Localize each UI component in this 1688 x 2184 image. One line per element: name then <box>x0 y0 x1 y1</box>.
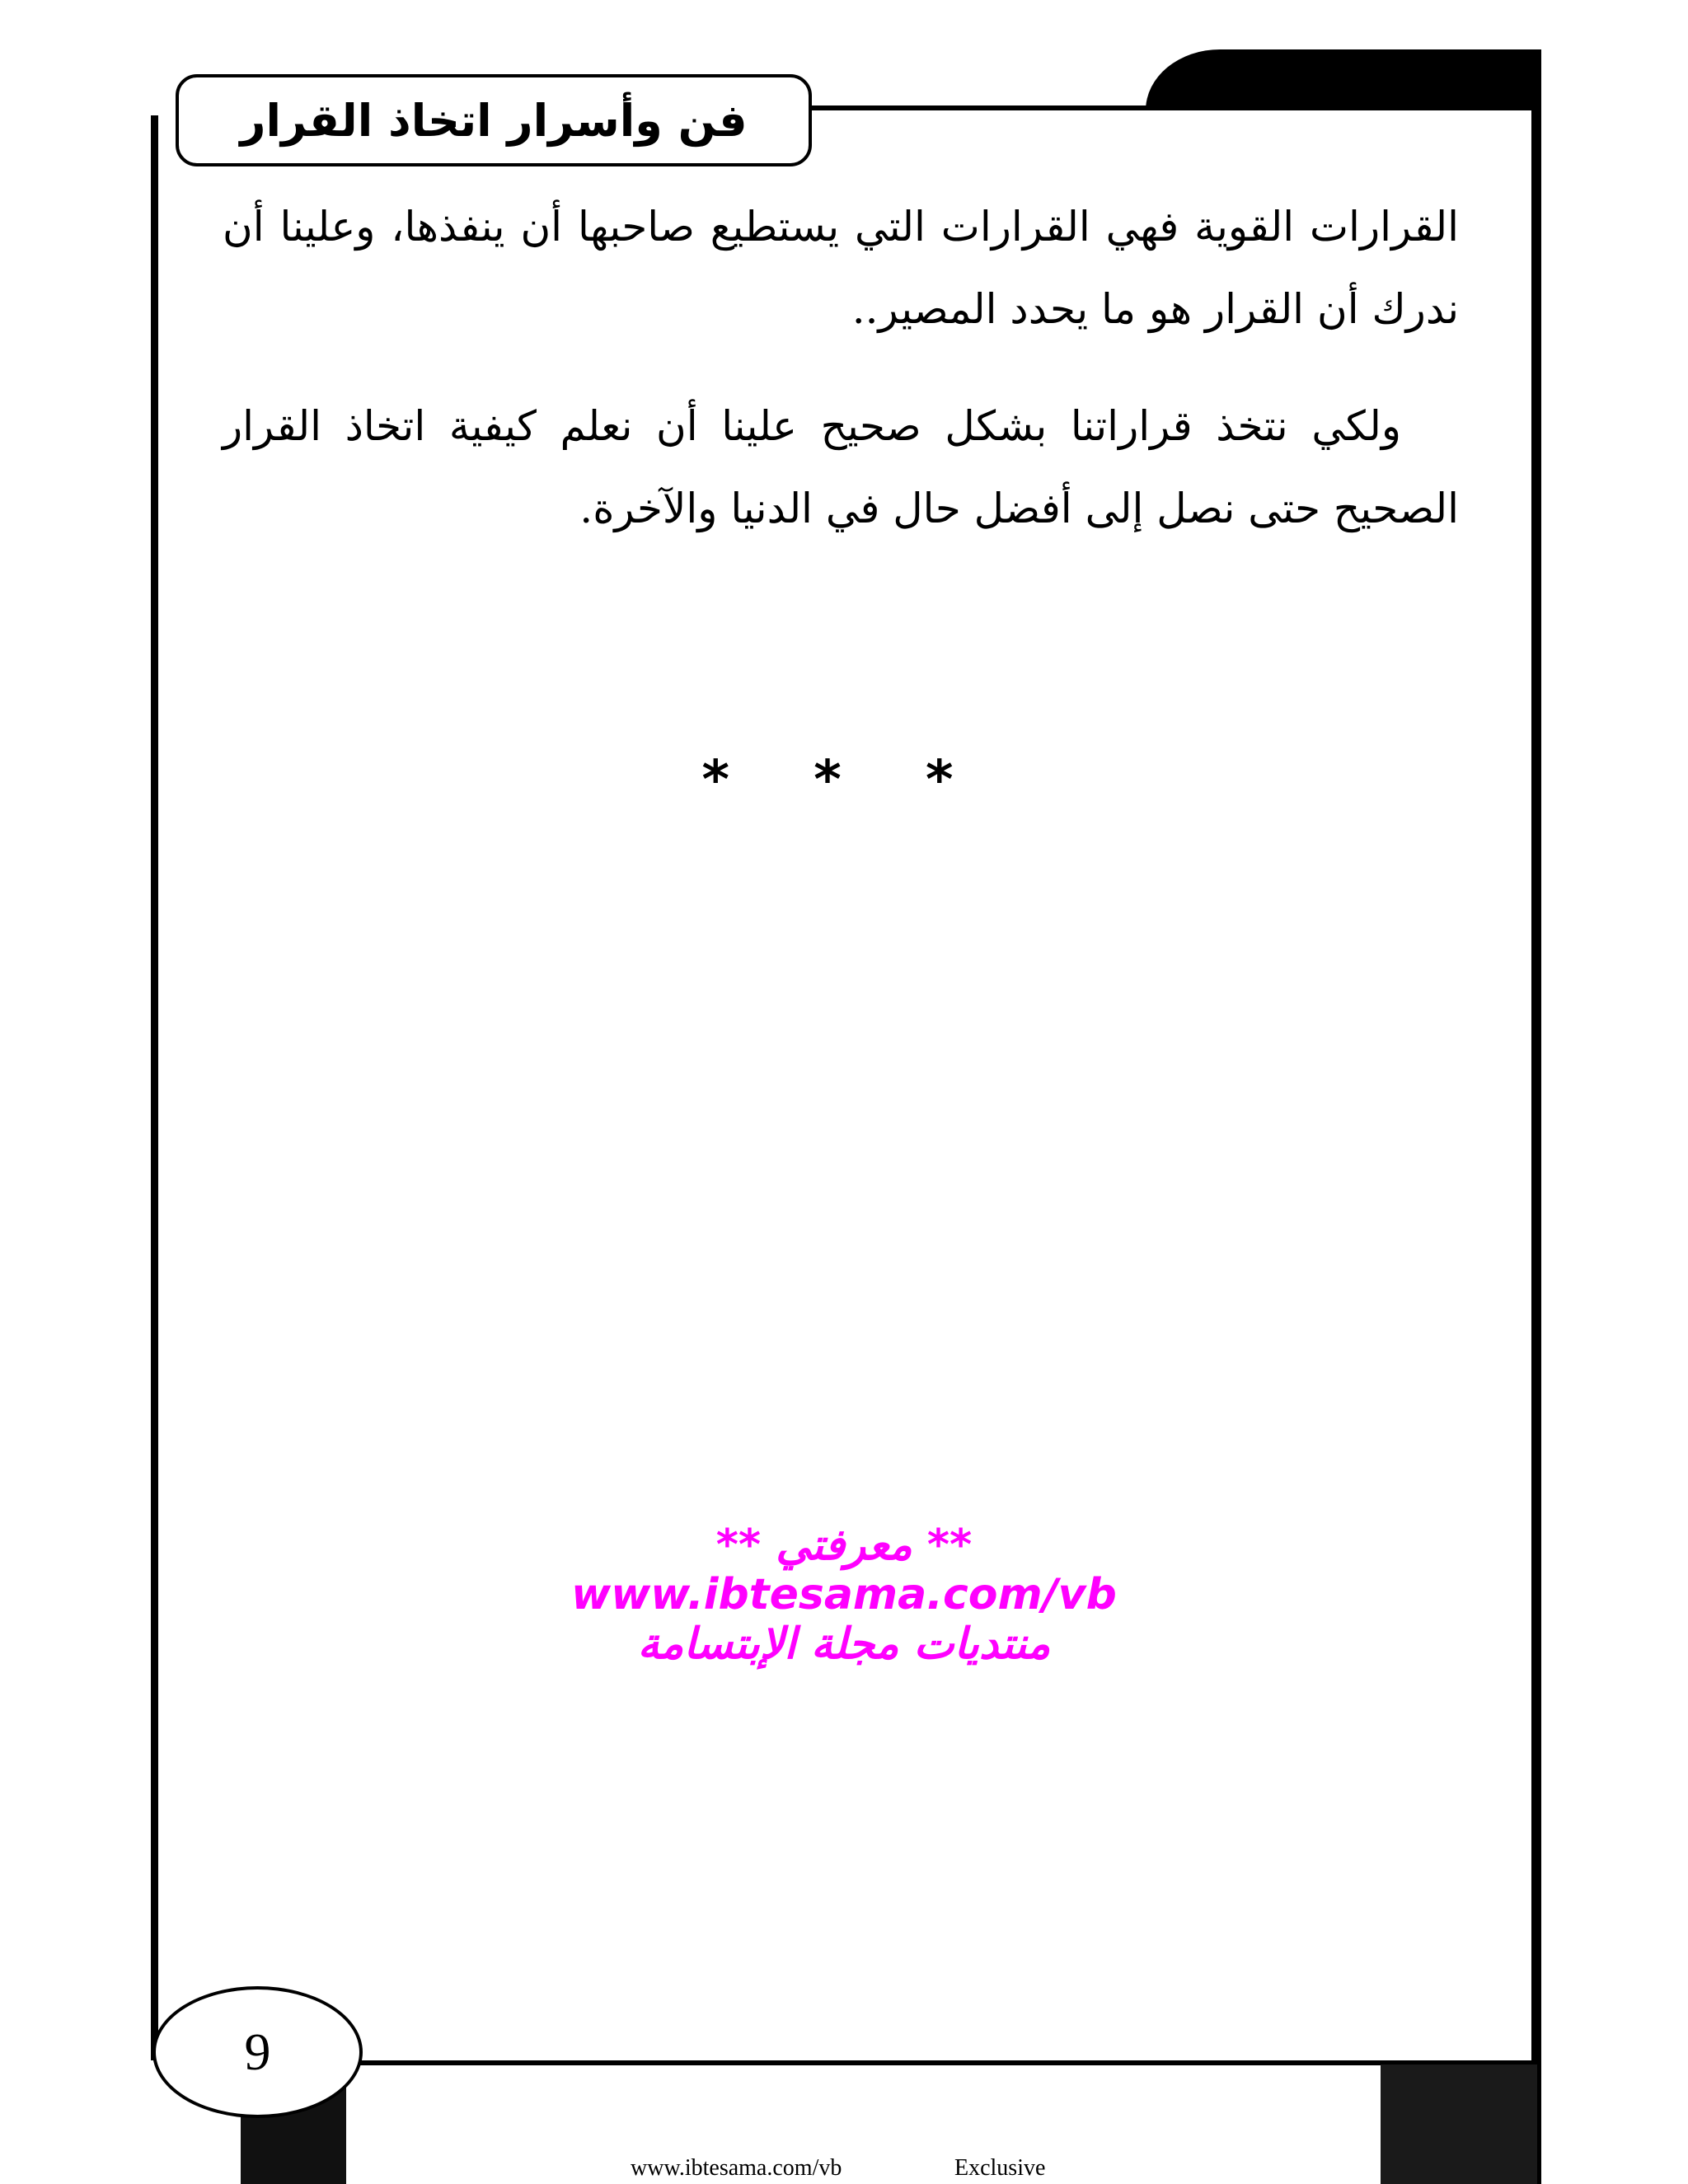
watermark-url: www.ibtesama.com/vb <box>571 1570 1117 1619</box>
frame-left-border <box>151 115 158 2060</box>
corner-tab-decoration <box>1146 49 1541 110</box>
watermark <box>0 1521 1688 1669</box>
page-title: فن وأسرار اتخاذ القرار <box>240 94 748 147</box>
paragraph-1: القرارات القوية فهي القرارات التي يستطيع صاحبها أن ينفذها، وعلينا أن ندرك أن القرار هو ما يحدد المصير.. <box>223 203 1459 333</box>
section-separator: * * * <box>701 750 987 811</box>
header-title-box <box>176 74 812 166</box>
footer-url: www.ibtesama.com/vb <box>631 2155 842 2181</box>
footer-tag: Exclusive <box>954 2155 1046 2181</box>
frame-right-border <box>1531 49 1541 2184</box>
watermark-forum-name: منتديات مجلة الإبتسامة <box>637 1619 1051 1669</box>
watermark-line-1: ** معرفتي ** <box>715 1521 973 1570</box>
bottom-right-block <box>1381 2064 1537 2184</box>
frame-top-border <box>812 105 1537 110</box>
page-number: 9 <box>152 1986 363 2118</box>
paragraph-2: ولكي نتخذ قراراتنا بشكل صحيح علينا أن نعلم كيفية اتخاذ القرار الصحيح حتى نصل إلى أفضل حال في الدنيا والآخرة. <box>223 402 1459 532</box>
body-text <box>223 185 1459 584</box>
frame-bottom-border <box>346 2060 1537 2065</box>
